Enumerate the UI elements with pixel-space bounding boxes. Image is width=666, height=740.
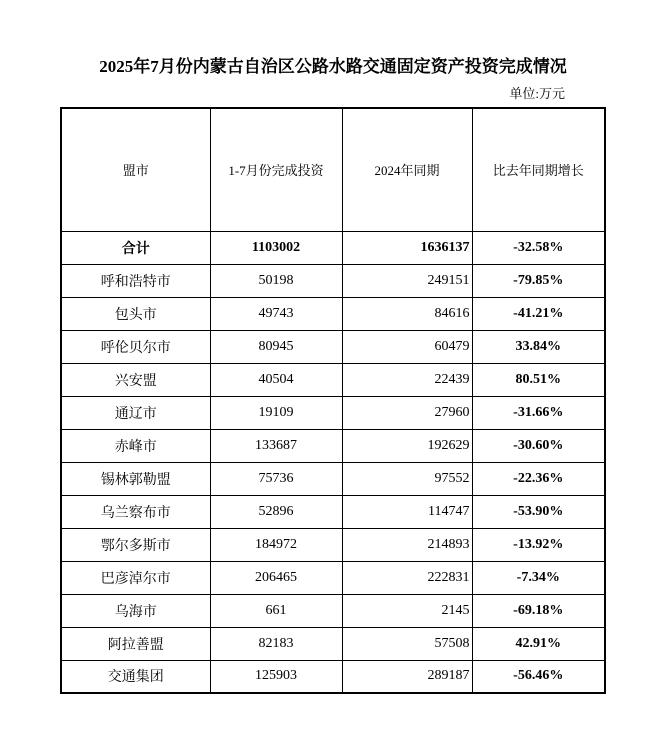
- cell-current: 19109: [210, 396, 342, 429]
- cell-current: 49743: [210, 297, 342, 330]
- cell-name: 合计: [61, 231, 210, 264]
- cell-growth: 80.51%: [472, 363, 605, 396]
- table-row: [61, 264, 605, 297]
- cell-current: 40504: [210, 363, 342, 396]
- cell-growth: -31.66%: [472, 396, 605, 429]
- table-row: [61, 363, 605, 396]
- cell-previous: 289187: [342, 660, 472, 693]
- cell-previous: 22439: [342, 363, 472, 396]
- table-header-row: [61, 108, 605, 231]
- cell-previous: 27960: [342, 396, 472, 429]
- cell-name: 交通集团: [61, 660, 210, 693]
- column-header-completed-1-7: 1-7月份完成投资: [210, 108, 342, 231]
- cell-current: 1103002: [210, 231, 342, 264]
- cell-growth: 33.84%: [472, 330, 605, 363]
- cell-previous: 57508: [342, 627, 472, 660]
- cell-current: 125903: [210, 660, 342, 693]
- cell-current: 184972: [210, 528, 342, 561]
- cell-growth: -22.36%: [472, 462, 605, 495]
- column-header-yoy-growth: 比去年同期增长: [472, 108, 605, 231]
- cell-growth: -7.34%: [472, 561, 605, 594]
- cell-current: 206465: [210, 561, 342, 594]
- table-row: [61, 594, 605, 627]
- cell-growth: 42.91%: [472, 627, 605, 660]
- cell-current: 75736: [210, 462, 342, 495]
- cell-growth: -69.18%: [472, 594, 605, 627]
- cell-name: 包头市: [61, 297, 210, 330]
- cell-current: 661: [210, 594, 342, 627]
- cell-previous: 60479: [342, 330, 472, 363]
- cell-name: 通辽市: [61, 396, 210, 429]
- column-header-league-city: 盟市: [61, 108, 210, 231]
- table-row: [61, 396, 605, 429]
- cell-previous: 222831: [342, 561, 472, 594]
- cell-name: 鄂尔多斯市: [61, 528, 210, 561]
- cell-previous: 1636137: [342, 231, 472, 264]
- cell-name: 呼和浩特市: [61, 264, 210, 297]
- cell-growth: -13.92%: [472, 528, 605, 561]
- cell-name: 赤峰市: [61, 429, 210, 462]
- cell-name: 锡林郭勒盟: [61, 462, 210, 495]
- table-row-total: [61, 231, 605, 264]
- unit-label: 单位:万元: [509, 86, 565, 101]
- table-row: [61, 462, 605, 495]
- cell-current: 82183: [210, 627, 342, 660]
- cell-name: 兴安盟: [61, 363, 210, 396]
- cell-name: 巴彦淖尔市: [61, 561, 210, 594]
- cell-previous: 114747: [342, 495, 472, 528]
- table-row: [61, 429, 605, 462]
- page-title: 2025年7月份内蒙古自治区公路水路交通固定资产投资完成情况: [99, 57, 567, 76]
- cell-name: 呼伦贝尔市: [61, 330, 210, 363]
- cell-growth: -41.21%: [472, 297, 605, 330]
- table-row: [61, 660, 605, 693]
- cell-previous: 214893: [342, 528, 472, 561]
- investment-table: [60, 107, 606, 694]
- cell-name: 阿拉善盟: [61, 627, 210, 660]
- cell-growth: -32.58%: [472, 231, 605, 264]
- table-row: [61, 627, 605, 660]
- cell-current: 52896: [210, 495, 342, 528]
- column-header-2024-same-period: 2024年同期: [342, 108, 472, 231]
- cell-previous: 249151: [342, 264, 472, 297]
- cell-name: 乌海市: [61, 594, 210, 627]
- cell-growth: -53.90%: [472, 495, 605, 528]
- cell-previous: 97552: [342, 462, 472, 495]
- table-row: [61, 297, 605, 330]
- table-row: [61, 528, 605, 561]
- cell-previous: 192629: [342, 429, 472, 462]
- table-row: [61, 495, 605, 528]
- cell-name: 乌兰察布市: [61, 495, 210, 528]
- cell-growth: -56.46%: [472, 660, 605, 693]
- table-row: [61, 330, 605, 363]
- cell-current: 80945: [210, 330, 342, 363]
- table-row: [61, 561, 605, 594]
- cell-growth: -79.85%: [472, 264, 605, 297]
- cell-current: 50198: [210, 264, 342, 297]
- cell-previous: 84616: [342, 297, 472, 330]
- cell-previous: 2145: [342, 594, 472, 627]
- cell-current: 133687: [210, 429, 342, 462]
- cell-growth: -30.60%: [472, 429, 605, 462]
